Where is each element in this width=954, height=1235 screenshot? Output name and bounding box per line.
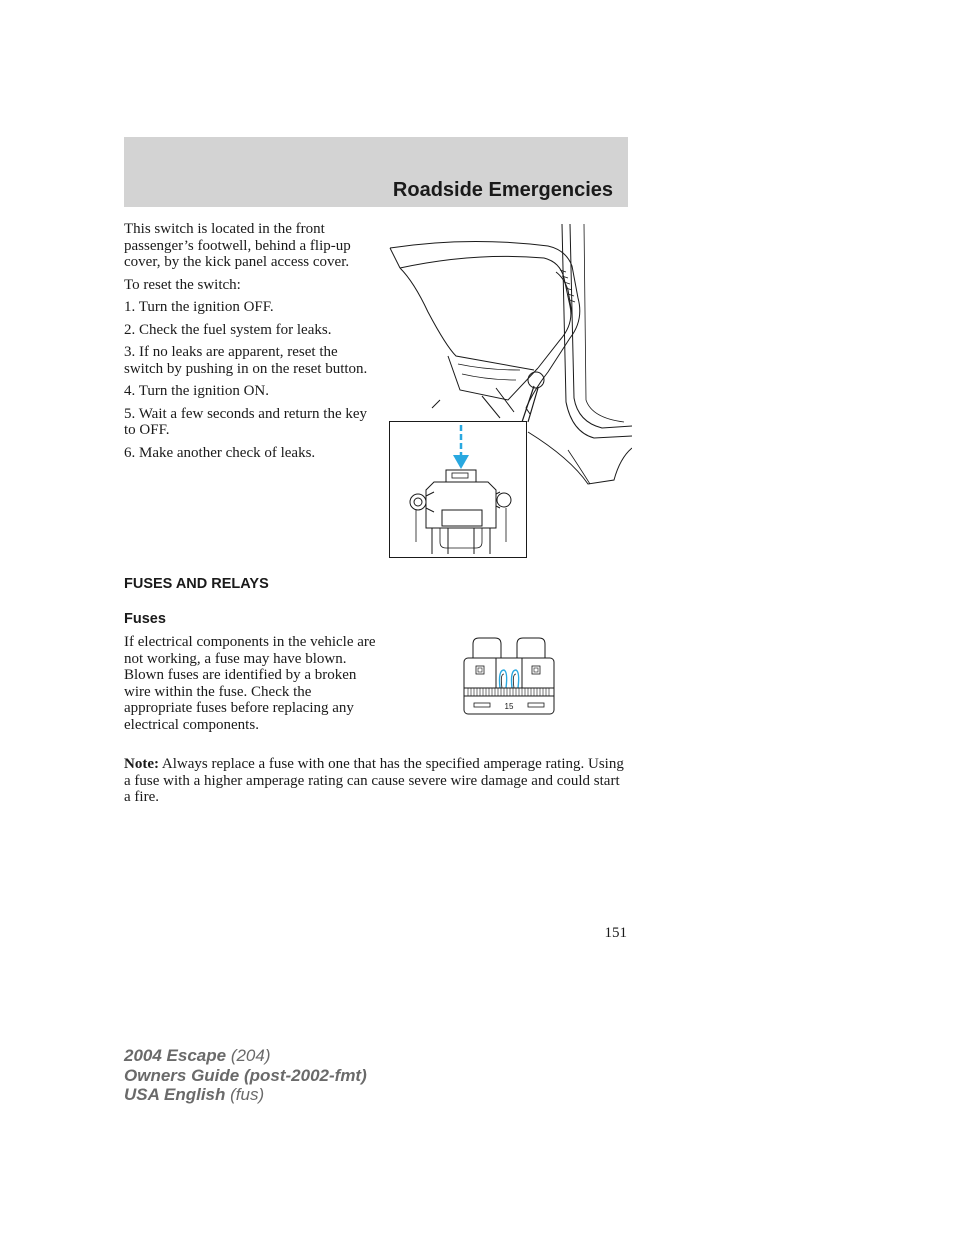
reset-step-4: 4. Turn the ignition ON. <box>124 383 270 399</box>
fuse-note <box>124 756 629 806</box>
reset-step-3: 3. If no leaks are apparent, reset the switch by pushing in on the reset button. <box>124 344 368 377</box>
footer-line-guide: Owners Guide (post-2002-fmt) <box>124 1065 367 1085</box>
subheading-fuses: Fuses <box>124 611 166 627</box>
document-footer <box>124 1046 367 1105</box>
switch-instructions <box>124 221 379 467</box>
footer-line-model: 2004 Escape (204) <box>124 1046 271 1065</box>
note-text: Always replace a fuse with one that has the specified amperage rating. Using a fuse with a higher amperage rating can cause severe wire damage and could start a fire. <box>124 756 624 805</box>
fuse-amperage-label: 15 <box>504 702 514 711</box>
footer-line-language: USA English (fus) <box>124 1085 265 1104</box>
fuses-paragraph: If electrical components in the vehicle are not working, a fuse may have blown. Blown fuses are identified by a broken wire within the fuse. Check the appropriate fuses before replacing any electrical components. <box>124 634 376 733</box>
note-label: Note: <box>124 756 159 772</box>
reset-intro: To reset the switch: <box>124 276 241 293</box>
reset-step-5: 5. Wait a few seconds and return the key to OFF. <box>124 405 368 438</box>
switch-location-paragraph: This switch is located in the front passenger’s footwell, behind a flip-up cover, by the kick panel access cover. <box>124 221 351 270</box>
reset-step-6: 6. Make another check of leaks. <box>124 444 316 461</box>
page-number: 151 <box>604 925 627 941</box>
fuse-illustration <box>462 636 556 718</box>
page-title: Roadside Emergencies <box>392 179 613 201</box>
section-heading-fuses-and-relays: FUSES AND RELAYS <box>124 576 269 592</box>
header-band <box>124 137 628 207</box>
reset-step-1: 1. Turn the ignition OFF. <box>124 299 274 315</box>
inertia-switch-illustration <box>388 222 632 560</box>
reset-step-2: 2. Check the fuel system for leaks. <box>124 321 332 338</box>
